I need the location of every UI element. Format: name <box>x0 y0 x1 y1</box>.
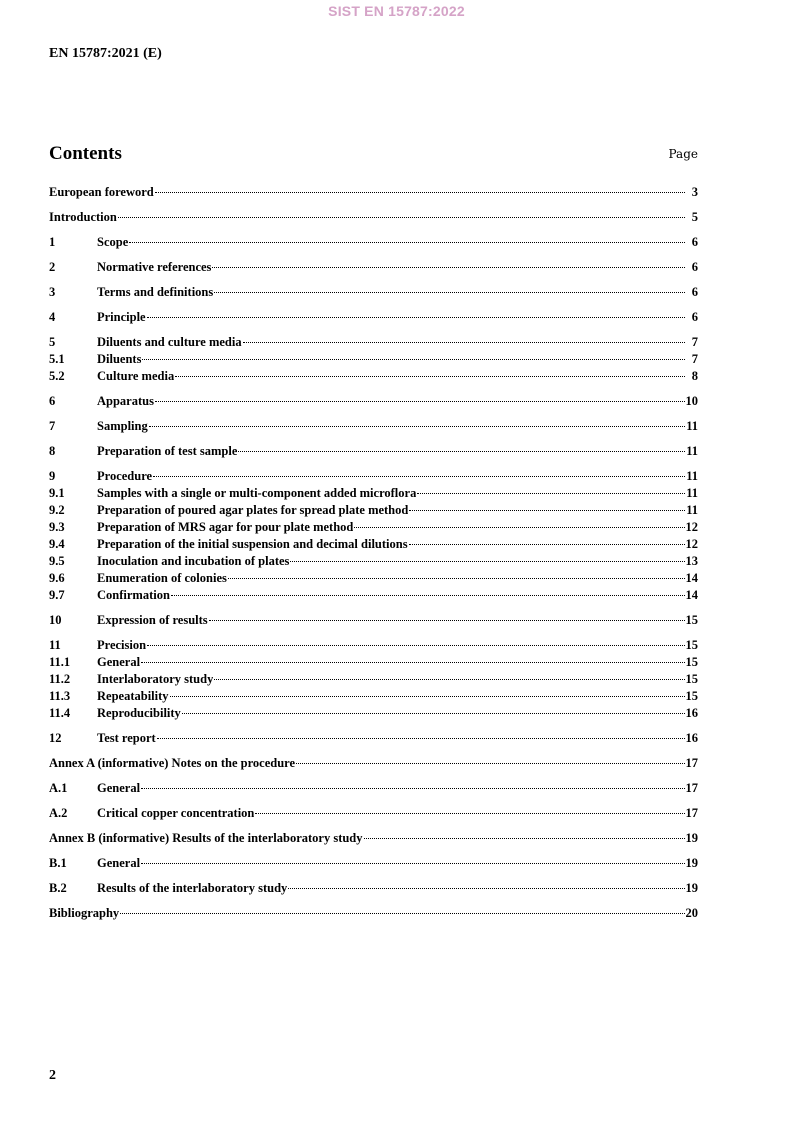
toc-entry-number: 5.1 <box>49 352 65 366</box>
toc-entry-number: 9.3 <box>49 520 65 534</box>
toc-entry-title: Preparation of test sample <box>97 444 238 458</box>
toc-entry[interactable] <box>49 520 698 537</box>
toc-entry[interactable] <box>49 444 698 461</box>
toc-entry[interactable] <box>49 756 698 773</box>
toc-entry-title: Enumeration of colonies <box>97 571 227 585</box>
toc-entry-page: 14 <box>685 588 698 602</box>
toc-entry[interactable] <box>49 731 698 748</box>
toc-entry-title: Confirmation <box>97 588 170 602</box>
toc-dot-leader <box>153 476 685 477</box>
toc-dot-leader <box>214 292 685 293</box>
toc-dot-leader <box>417 493 685 494</box>
toc-entry-number: 11.3 <box>49 689 71 703</box>
contents-title: Contents <box>49 143 122 164</box>
toc-entry-number: 9.5 <box>49 554 65 568</box>
toc-entry-title: Interlaboratory study <box>97 672 214 686</box>
toc-dot-leader <box>120 913 684 914</box>
toc-entry-number: 9 <box>49 469 56 483</box>
toc-dot-leader <box>157 738 685 739</box>
toc-entry-title: Samples with a single or multi-component added microflora <box>97 486 417 500</box>
toc-entry-title: Normative references <box>97 260 212 274</box>
toc-entry[interactable] <box>49 672 698 689</box>
toc-entry-title: Annex A (informative) Notes on the procedure <box>49 756 296 770</box>
toc-dot-leader <box>409 544 685 545</box>
toc-entry-page: 12 <box>685 537 698 551</box>
toc-entry-number: 9.4 <box>49 537 65 551</box>
toc-entry-page: 11 <box>686 486 698 500</box>
toc-entry-number: 10 <box>49 613 62 627</box>
toc-entry-page: 14 <box>685 571 698 585</box>
toc-entry-page: 11 <box>686 444 698 458</box>
toc-entry-title: Apparatus <box>97 394 154 408</box>
toc-entry[interactable] <box>49 806 698 823</box>
toc-dot-leader <box>182 713 685 714</box>
toc-entry-title: Expression of results <box>97 613 208 627</box>
toc-entry-number: 9.7 <box>49 588 65 602</box>
toc-entry-page: 17 <box>685 756 698 770</box>
toc-entry[interactable] <box>49 588 698 605</box>
toc-dot-leader <box>364 838 685 839</box>
toc-entry-page: 11 <box>686 419 698 433</box>
toc-entry-title: Terms and definitions <box>97 285 214 299</box>
toc-entry-number: 11.1 <box>49 655 71 669</box>
toc-entry[interactable] <box>49 210 698 227</box>
toc-entry-page: 3 <box>691 185 698 199</box>
toc-entry-title: Critical copper concentration <box>97 806 255 820</box>
toc-entry-title: Culture media <box>97 369 175 383</box>
toc-entry-page: 7 <box>691 335 698 349</box>
toc-entry-title: European foreword <box>49 185 154 199</box>
toc-dot-leader <box>118 217 685 218</box>
toc-dot-leader <box>238 451 685 452</box>
toc-entry-page: 6 <box>691 285 698 299</box>
toc-entry[interactable] <box>49 537 698 554</box>
toc-entry-number: 5.2 <box>49 369 65 383</box>
toc-entry-page: 6 <box>691 310 698 324</box>
toc-dot-leader <box>209 620 685 621</box>
toc-dot-leader <box>255 813 684 814</box>
toc-entry-number: 11.2 <box>49 672 71 686</box>
toc-dot-leader <box>149 426 685 427</box>
toc-entry-page: 8 <box>691 369 698 383</box>
toc-entry-page: 19 <box>685 881 698 895</box>
toc-entry-title: Results of the interlaboratory study <box>97 881 288 895</box>
toc-entry-number: 11.4 <box>49 706 71 720</box>
toc-entry-page: 5 <box>691 210 698 224</box>
toc-dot-leader <box>409 510 685 511</box>
toc-entry-number: 5 <box>49 335 56 349</box>
toc-entry[interactable] <box>49 185 698 202</box>
toc-entry[interactable] <box>49 235 698 252</box>
toc-entry-page: 15 <box>685 655 698 669</box>
toc-entry[interactable] <box>49 310 698 327</box>
page-number: 2 <box>49 1068 56 1083</box>
toc-entry-page: 15 <box>685 689 698 703</box>
toc-entry[interactable] <box>49 394 698 411</box>
toc-entry[interactable] <box>49 706 698 723</box>
toc-entry-number: 12 <box>49 731 62 745</box>
document-id: EN 15787:2021 (E) <box>49 46 162 61</box>
toc-entry-title: Precision <box>97 638 147 652</box>
toc-entry-page: 19 <box>685 856 698 870</box>
toc-entry-title: Repeatability <box>97 689 169 703</box>
toc-entry-page: 15 <box>685 638 698 652</box>
toc-entry-page: 17 <box>685 781 698 795</box>
toc-entry[interactable] <box>49 856 698 873</box>
toc-entry-number: B.2 <box>49 881 67 895</box>
toc-entry[interactable] <box>49 554 698 571</box>
toc-entry-title: Diluents <box>97 352 142 366</box>
toc-entry-number: 9.6 <box>49 571 65 585</box>
toc-entry[interactable] <box>49 469 698 486</box>
toc-entry-title: Sampling <box>97 419 148 433</box>
toc-dot-leader <box>296 763 684 764</box>
toc-entry-title: Test report <box>97 731 156 745</box>
toc-entry[interactable] <box>49 419 698 436</box>
toc-entry-page: 10 <box>685 394 698 408</box>
toc-entry-title: Reproducibility <box>97 706 181 720</box>
toc-dot-leader <box>228 578 685 579</box>
toc-entry[interactable] <box>49 831 698 848</box>
toc-entry-page: 15 <box>685 613 698 627</box>
toc-dot-leader <box>243 342 685 343</box>
toc-dot-leader <box>141 788 684 789</box>
toc-entry-page: 15 <box>685 672 698 686</box>
toc-entry-number: 6 <box>49 394 56 408</box>
toc-dot-leader <box>290 561 684 562</box>
toc-entry-number: 7 <box>49 419 56 433</box>
toc-entry[interactable] <box>49 638 698 655</box>
toc-entry[interactable] <box>49 881 698 898</box>
toc-entry-page: 17 <box>685 806 698 820</box>
toc-entry-title: General <box>97 856 141 870</box>
toc-entry-page: 19 <box>685 831 698 845</box>
toc-dot-leader <box>147 317 685 318</box>
toc-entry-page: 16 <box>685 731 698 745</box>
toc-dot-leader <box>155 401 685 402</box>
toc-entry[interactable] <box>49 369 698 386</box>
page-column-label: Page <box>668 147 698 161</box>
toc-entry-title: Diluents and culture media <box>97 335 242 349</box>
toc-entry-title: General <box>97 655 141 669</box>
toc-entry-page: 11 <box>686 469 698 483</box>
toc-entry-title: Annex B (informative) Results of the interlaboratory study <box>49 831 363 845</box>
toc-entry[interactable] <box>49 335 698 352</box>
toc-entry-number: 8 <box>49 444 56 458</box>
toc-dot-leader <box>214 679 684 680</box>
toc-entry-number: 9.1 <box>49 486 65 500</box>
toc-entry[interactable] <box>49 352 698 369</box>
toc-entry[interactable] <box>49 260 698 277</box>
toc-dot-leader <box>129 242 685 243</box>
toc-dot-leader <box>142 359 685 360</box>
table-of-contents <box>49 185 698 923</box>
toc-entry-number: 9.2 <box>49 503 65 517</box>
toc-entry-title: General <box>97 781 141 795</box>
toc-entry[interactable] <box>49 285 698 302</box>
toc-entry-number: 4 <box>49 310 56 324</box>
toc-dot-leader <box>354 527 684 528</box>
toc-entry-number: 2 <box>49 260 56 274</box>
toc-dot-leader <box>170 696 685 697</box>
toc-entry-page: 20 <box>685 906 698 920</box>
toc-dot-leader <box>141 863 684 864</box>
toc-entry-number: A.2 <box>49 806 68 820</box>
toc-entry[interactable] <box>49 689 698 706</box>
toc-dot-leader <box>288 888 684 889</box>
toc-dot-leader <box>141 662 684 663</box>
toc-entry-title: Principle <box>97 310 146 324</box>
toc-entry-page: 6 <box>691 260 698 274</box>
toc-dot-leader <box>155 192 685 193</box>
toc-entry-page: 7 <box>691 352 698 366</box>
toc-entry[interactable] <box>49 655 698 672</box>
toc-entry-title: Preparation of poured agar plates for spread plate method <box>97 503 409 517</box>
toc-entry-title: Scope <box>97 235 129 249</box>
toc-entry-number: B.1 <box>49 856 67 870</box>
toc-entry[interactable] <box>49 906 698 923</box>
watermark: SIST EN 15787:2022 <box>328 3 465 19</box>
toc-entry-title: Preparation of MRS agar for pour plate method <box>97 520 354 534</box>
toc-entry-title: Inoculation and incubation of plates <box>97 554 290 568</box>
toc-dot-leader <box>212 267 685 268</box>
toc-entry-number: A.1 <box>49 781 68 795</box>
toc-entry-page: 11 <box>686 503 698 517</box>
toc-entry-title: Introduction <box>49 210 117 224</box>
toc-entry[interactable] <box>49 571 698 588</box>
toc-entry-page: 6 <box>691 235 698 249</box>
toc-entry-title: Preparation of the initial suspension and decimal dilutions <box>97 537 408 551</box>
toc-entry-number: 1 <box>49 235 56 249</box>
toc-entry-page: 16 <box>685 706 698 720</box>
toc-entry-page: 12 <box>685 520 698 534</box>
toc-dot-leader <box>147 645 684 646</box>
toc-entry-title: Procedure <box>97 469 153 483</box>
toc-entry-title: Bibliography <box>49 906 120 920</box>
toc-dot-leader <box>175 376 685 377</box>
toc-dot-leader <box>171 595 685 596</box>
toc-entry[interactable] <box>49 486 698 503</box>
toc-entry-number: 3 <box>49 285 56 299</box>
toc-entry-page: 13 <box>685 554 698 568</box>
toc-entry[interactable] <box>49 503 698 520</box>
toc-entry[interactable] <box>49 781 698 798</box>
toc-entry-number: 11 <box>49 638 61 652</box>
toc-entry[interactable] <box>49 613 698 630</box>
